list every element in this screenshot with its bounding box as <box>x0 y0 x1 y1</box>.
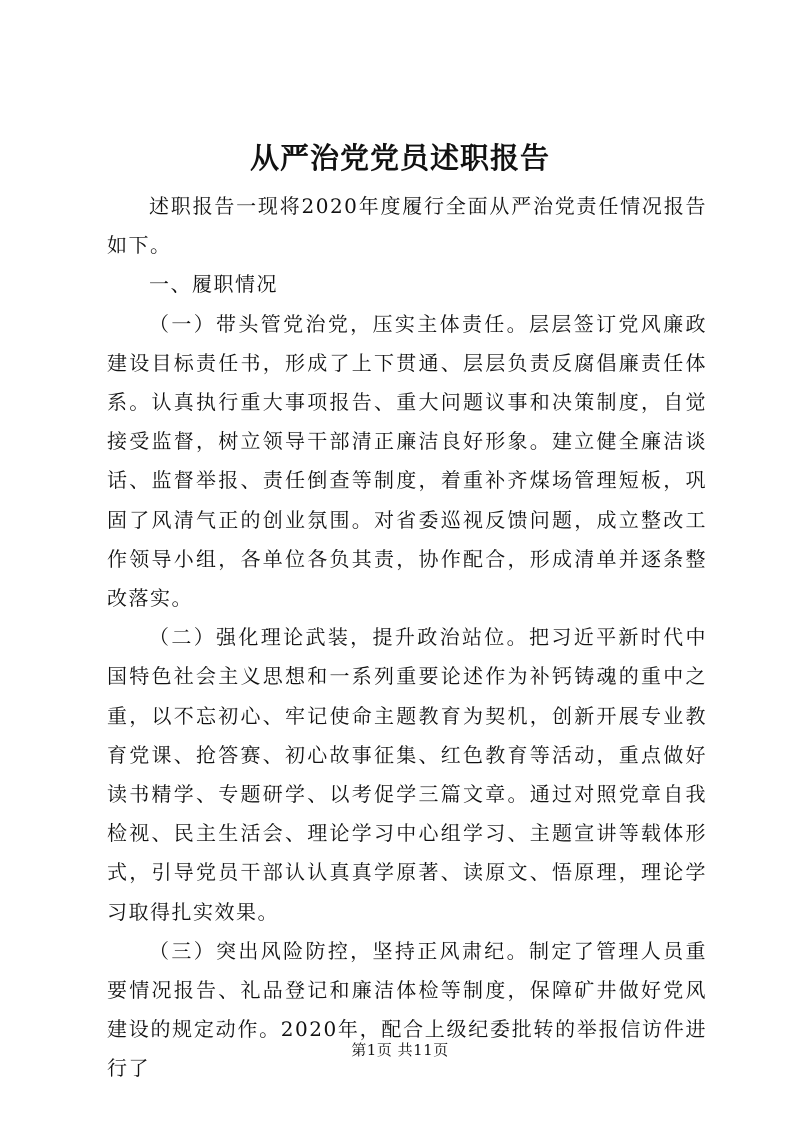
document-title: 从严治党党员述职报告 <box>249 141 550 175</box>
section-heading: 一、履职情况 <box>149 272 278 297</box>
body-paragraph-2: （二）强化理论武装，提升政治站位。把习近平新时代中国特色社会主义思想和一系列重要论述作为补钙铸魂的重中之重，以不忘初心、牢记使命主题教育为契机，创新开展专业教育党课、抢答赛、初心故事征集、红色教育等活动，重点做好读书精学、专题研学、以考促学三篇文章。通过对照党章自我检视、民主生活会、理论学习中心组学习、主题宣讲等载体形式，引导党员干部认认真真学原著、读原文、悟原理，理论学习取得扎实效果。 <box>107 625 707 924</box>
body-paragraph-1: （一）带头管党治党，压实主体责任。层层签订党风廉政建设目标责任书，形成了上下贯通、层层负责反腐倡廉责任体系。认真执行重大事项报告、重大问题议事和决策制度，自觉接受监督，树立领导干部清正廉洁良好形象。建立健全廉洁谈话、监督举报、责任倒查等制度，着重补齐煤场管理短板，巩固了风清气正的创业氛围。对省委巡视反馈问题，成立整改工作领导小组，各单位各负其责，协作配合，形成清单并逐条整改落实。 <box>107 311 707 611</box>
body-paragraph-3: （三）突出风险防控，坚持正风肃纪。制定了管理人员重要情况报告、礼品登记和廉洁体检等制度，保障矿井做好党风建设的规定动作。2020年，配合上级纪委批转的举报信访件进行了 <box>107 938 707 1081</box>
document-body <box>107 187 707 1089</box>
intro-paragraph: 述职报告一现将2020年度履行全面从严治党责任情况报告如下。 <box>107 194 707 258</box>
page-footer: 第1页 共11页 <box>351 1041 449 1059</box>
